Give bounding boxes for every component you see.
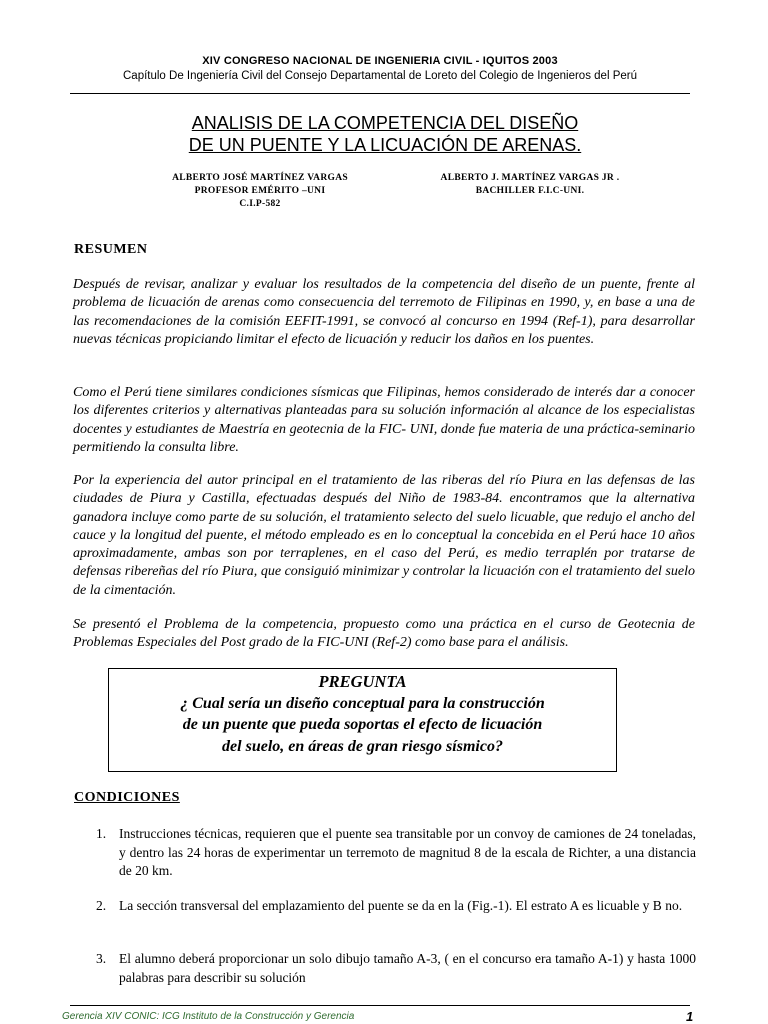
condiciones-list [96,897,696,916]
list-item [96,897,696,916]
author-cip: C.I.P-582 [239,199,281,209]
resumen-paragraph-3: Por la experiencia del autor principal en el tratamiento de las riberas del río Piura en las defensas de las ciudades de Piura y Castilla, efectuadas después del Niño de 1983-84. encontramos que la alternativa ganadora incluye como parte de su solución, el tratamiento selecto del suelo licuable, que redujo el ancho del cauce y la longitud del puente, el método empleado es en lo conceptual la concebida en el Perú hace 10 años aproximadamente, ambas son por terraplenes, en el caso del Perú, es medio terraplén por tratarse de defensas ribereñas del río Piura, que consiguió minimizar y controlar la licuación con el tratamiento del suelo de la cimentación. [73,473,695,598]
list-text: Instrucciones técnicas, requieren que el puente sea transitable por un convoy de camiones de 24 toneladas, y dentro las 24 horas de experimentar un terremoto de magnitud 8 de la escala de Richter, a una distancia de 20 km. [119,826,696,878]
title-line-1: ANALISIS DE LA COMPETENCIA DEL DISEÑO [191,113,579,133]
list-number: 3. [96,951,107,966]
list-item [96,825,696,881]
question-title: PREGUNTA [318,672,407,691]
title-line-2: DE UN PUENTE Y LA LICUACIÓN DE ARENAS. [188,135,582,155]
condiciones-list [96,950,696,987]
list-text: El alumno deberá proporcionar un solo dibujo tamaño A-3, ( en el concurso era tamaño A-1) y hasta 1000 palabras para describir su solución [119,951,696,985]
author-block-2 [410,172,650,198]
author-position: BACHILLER F.I.C-UNI. [475,186,585,196]
resumen-paragraph-2: Como el Perú tiene similares condiciones sísmicas que Filipinas, hemos considerado de interés dar a conocer los diferentes criterios y alternativas planteadas para su solución información al alcance de los especialistas docentes y estudiantes de Maestría en geotecnia de la FIC- UNI, donde fue materia de una práctica-seminario permitiendo la consulta libre. [73,385,695,455]
chapter-line: Capítulo De Ingeniería Civil del Consejo Departamental de Loreto del Colegio de Ingenieros del Perú [123,70,637,82]
resumen-paragraph-1: Después de revisar, analizar y evaluar los resultados de la competencia del diseño de un puente, frente al problema de licuación de arenas como consecuencia del terremoto de Filipinas en 1990, y, en base a una de las recomendaciones de la comisión EEFIT-1991, se convocó al concurso en 1994 (Ref-1), para desarrollar nuevas técnicas propiciando limitar el efecto de licuación y reducir los daños en los puentes. [73,277,695,347]
author-block-1 [150,172,370,211]
paper-title [70,112,700,156]
page-header [70,55,690,82]
question-line-1: ¿ Cual sería un diseño conceptual para la construcción [180,694,545,712]
list-item [96,950,696,987]
list-number: 2. [96,898,107,913]
question-line-2: de un puente que pueda soportas el efecto de licuación [182,716,543,733]
question-line-3: del suelo, en áreas de gran riesgo sísmico? [222,737,503,755]
header-divider [70,93,690,94]
footer-divider [70,1005,690,1006]
condiciones-list [96,825,696,881]
list-text: La sección transversal del emplazamiento del puente se da en la (Fig.-1). El estrato A es licuable y B no. [119,898,683,913]
resumen-paragraph-4: Se presentó el Problema de la competencia, propuesto como una práctica en el curso de Geotecnia de Problemas Especiales del Post grado de la FIC-UNI (Ref-2) como base para el análisis. [73,617,695,651]
author-name: ALBERTO JOSÉ MARTÍNEZ VARGAS [172,173,348,183]
question-box [108,668,617,772]
conference-title: XIV CONGRESO NACIONAL DE INGENIERIA CIVIL - IQUITOS 2003 [202,55,558,67]
author-position: PROFESOR EMÉRITO –UNI [194,186,326,196]
condiciones-heading: CONDICIONES [74,790,180,805]
list-number: 1. [96,826,107,841]
footer-text: Gerencia XIV CONIC: ICG Instituto de la Construcción y Gerencia [62,1011,355,1022]
resumen-heading: RESUMEN [74,242,148,257]
page-number: 1 [686,1009,694,1024]
author-name: ALBERTO J. MARTÍNEZ VARGAS JR . [440,173,620,183]
